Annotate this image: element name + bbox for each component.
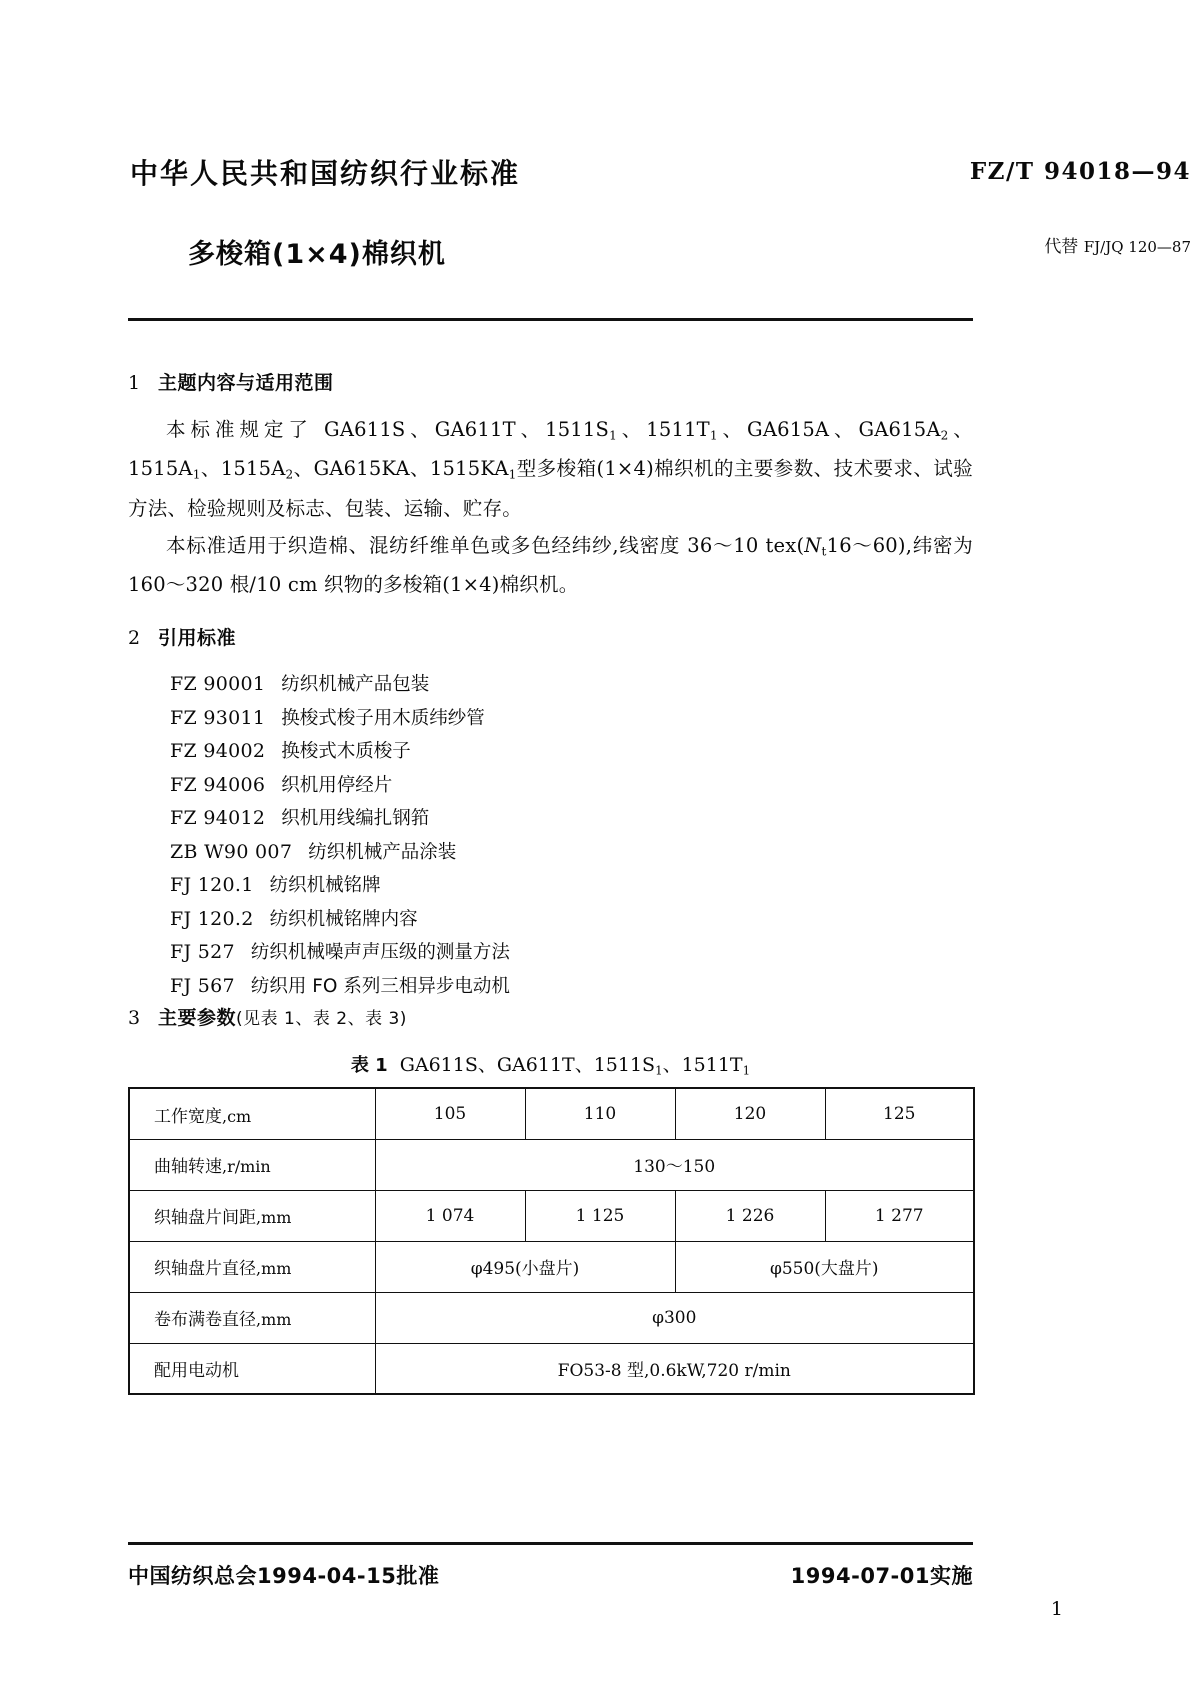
reference-name: 纺织机械产品包装	[281, 674, 430, 696]
replaces-prefix: 代替	[1044, 237, 1079, 257]
table-cell: 1 226	[675, 1190, 825, 1241]
reference-list	[128, 668, 973, 1003]
footer-divider	[128, 1542, 973, 1545]
table-cell: 110	[525, 1088, 675, 1139]
table-cell: φ495(小盘片)	[375, 1241, 675, 1292]
row-label: 工作宽度	[154, 1106, 222, 1127]
section-1-heading	[128, 368, 973, 395]
document-masthead	[0, 0, 1191, 270]
reference-name: 换梭式木质梭子	[281, 741, 411, 763]
para2-symbol-N: N	[804, 533, 822, 557]
list-item	[128, 836, 973, 870]
reference-code: FJ 120.1	[170, 874, 254, 897]
table-row	[129, 1292, 974, 1343]
para1-sub-3: 2	[940, 428, 949, 443]
reference-name: 织机用停经片	[281, 774, 393, 796]
reference-code: FJ 120.2	[170, 907, 254, 930]
reference-name: 换梭式梭子用木质纬纱管	[281, 707, 485, 729]
section-1-paragraph-1	[128, 413, 973, 525]
para2-sub-t: t	[821, 544, 827, 559]
table-cell: 120	[675, 1088, 825, 1139]
standard-number: FZ/T 94018—94	[969, 158, 1191, 185]
table-caption-models-b: 、1511T	[662, 1054, 743, 1077]
table-cell: 130～150	[375, 1139, 974, 1190]
table-row	[129, 1343, 974, 1394]
approval-text: 中国纺织总会1994-04-15批准	[128, 1564, 440, 1588]
para1-sub-6: 1	[508, 467, 517, 482]
reference-code: FZ 94002	[170, 740, 266, 763]
reference-code: FJ 567	[170, 974, 235, 997]
para1-part-c: 、GA615A、GA615A	[717, 418, 941, 441]
authority-title: 中华人民共和国纺织行业标准	[130, 157, 521, 190]
reference-name: 纺织用 FO 系列三相异步电动机	[250, 975, 510, 997]
document-body	[128, 368, 973, 1395]
list-item	[128, 769, 973, 803]
para1-sub-1: 1	[609, 428, 617, 443]
caption-sub-2: 1	[742, 1063, 751, 1078]
table-row	[129, 1139, 974, 1190]
section-3-heading	[128, 1003, 973, 1030]
row-header	[129, 1343, 375, 1394]
section-1-title: 主题内容与适用范围	[158, 372, 334, 394]
list-item	[128, 970, 973, 1004]
section-2-number: 2	[128, 627, 141, 650]
reference-name: 纺织机械噪声声压级的测量方法	[250, 942, 510, 964]
section-3-title-suffix: (见表 1、表 2、表 3)	[236, 1009, 407, 1030]
reference-code: FZ 94006	[170, 773, 266, 796]
caption-sub-1: 1	[655, 1063, 663, 1078]
page-title: 多梭箱(1×4)棉织机	[188, 239, 446, 270]
list-item	[128, 702, 973, 736]
section-2-title: 引用标准	[158, 627, 237, 650]
list-item	[128, 903, 973, 937]
table-cell: 105	[375, 1088, 525, 1139]
spec-table	[128, 1087, 975, 1395]
row-header	[129, 1139, 375, 1190]
reference-code: FZ 94012	[170, 807, 266, 830]
replaces-number: FJ/JQ 120—87	[1083, 238, 1191, 256]
row-unit: ,mm	[256, 1259, 292, 1279]
para1-sub-2: 1	[709, 428, 718, 443]
row-unit: ,cm	[222, 1106, 252, 1126]
reference-name: 织机用线编扎钢筘	[281, 808, 430, 830]
table-row	[129, 1088, 974, 1139]
table-cell: 1 074	[375, 1190, 525, 1241]
row-label: 曲轴转速	[154, 1157, 222, 1178]
reference-name: 纺织机械产品涂装	[308, 841, 457, 863]
table-caption-label: 表 1	[350, 1055, 388, 1077]
reference-name: 纺织机械铭牌	[269, 875, 381, 897]
list-item	[128, 802, 973, 836]
row-label: 织轴盘片直径	[154, 1259, 256, 1280]
para1-part-e: 、1515A	[200, 457, 286, 481]
para1-part-b: 、1511T	[616, 418, 710, 441]
row-unit: ,mm	[256, 1310, 292, 1330]
section-3-number: 3	[128, 1007, 141, 1030]
table-cell: φ300	[375, 1292, 974, 1343]
para1-part-d: 、1515A	[128, 418, 973, 481]
table-cell: 1 125	[525, 1190, 675, 1241]
table-cell: φ550(大盘片)	[675, 1241, 974, 1292]
row-unit: ,r/min	[222, 1157, 271, 1177]
row-label: 配用电动机	[154, 1361, 239, 1382]
reference-code: FZ 93011	[170, 706, 266, 729]
page-number: 1	[1050, 1598, 1063, 1620]
table-row	[129, 1190, 974, 1241]
section-1-paragraph-2	[128, 529, 973, 601]
reference-code: FJ 527	[170, 941, 235, 964]
table-cell: 1 277	[825, 1190, 974, 1241]
header-divider	[128, 318, 973, 321]
reference-code: ZB W90 007	[170, 840, 293, 863]
row-header	[129, 1241, 375, 1292]
reference-name: 纺织机械铭牌内容	[269, 908, 418, 930]
list-item	[128, 668, 973, 702]
document-footer	[128, 1560, 973, 1590]
para1-sub-4: 1	[192, 467, 201, 482]
list-item	[128, 936, 973, 970]
table-cell: FO53-8 型,0.6kW,720 r/min	[375, 1343, 974, 1394]
para1-sub-5: 2	[285, 467, 294, 482]
para1-part-a: 本标准规定了 GA611S、GA611T、1511S	[166, 418, 610, 441]
row-label: 织轴盘片间距	[154, 1208, 256, 1229]
para1-part-g: 型多梭箱(1×4)棉织机的主要参数、技术要求、试验方法、检验规则及标志、包装、运输、贮存。	[128, 457, 973, 520]
row-header	[129, 1088, 375, 1139]
implementation-text: 1994-07-01实施	[790, 1564, 973, 1588]
table-row	[129, 1241, 974, 1292]
para1-part-f: 、GA615KA、1515KA	[293, 457, 509, 481]
row-label: 卷布满卷直径	[154, 1310, 256, 1331]
row-header	[129, 1292, 375, 1343]
row-unit: ,mm	[256, 1208, 292, 1228]
para2-part-b: 16～60),纬密为 160～320 根/10 cm 织物的多梭箱(1×4)棉织机。	[128, 533, 973, 597]
reference-code: FZ 90001	[170, 673, 266, 696]
list-item	[128, 735, 973, 769]
para2-part-a: 本标准适用于织造棉、混纺纤维单色或多色经纬纱,线密度 36～10 tex(	[166, 533, 805, 557]
replaces-note	[1044, 232, 1191, 257]
table-1-caption	[128, 1050, 973, 1077]
section-2-heading	[128, 623, 973, 650]
section-3-title: 主要参数	[158, 1007, 237, 1030]
table-caption-models-a: GA611S、GA611T、1511S	[399, 1054, 656, 1077]
table-cell: 125	[825, 1088, 974, 1139]
section-1-number: 1	[128, 372, 141, 394]
list-item	[128, 869, 973, 903]
row-header	[129, 1190, 375, 1241]
